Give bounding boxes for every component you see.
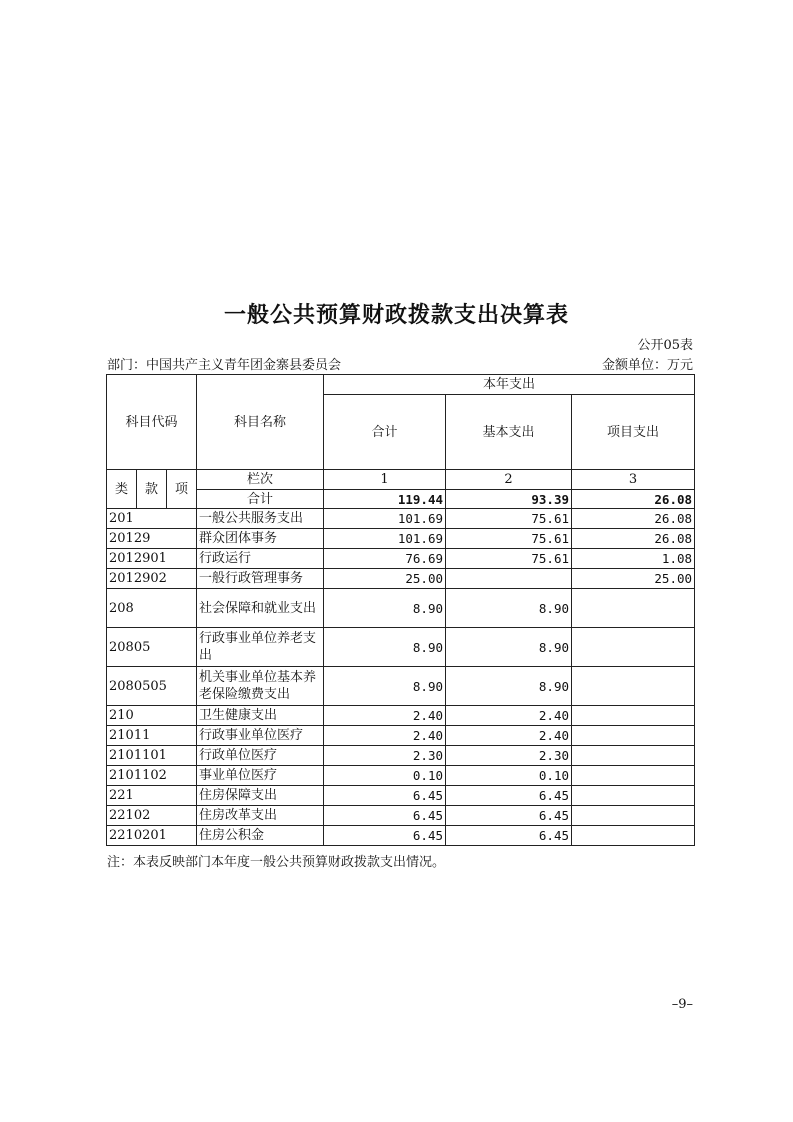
row-basic: 2.40 bbox=[446, 706, 572, 726]
row-name: 群众团体事务 bbox=[197, 529, 324, 549]
header-column-order: 栏次 bbox=[197, 470, 324, 490]
row-code: 20805 bbox=[107, 628, 197, 667]
row-basic: 8.90 bbox=[446, 589, 572, 628]
row-total: 8.90 bbox=[324, 628, 446, 667]
row-code: 21011 bbox=[107, 726, 197, 746]
row-name: 住房改革支出 bbox=[197, 806, 324, 826]
row-code: 208 bbox=[107, 589, 197, 628]
table-row bbox=[107, 589, 695, 628]
table-row bbox=[107, 706, 695, 726]
row-basic: 75.61 bbox=[446, 549, 572, 569]
table-row bbox=[107, 667, 695, 706]
row-code: 2210201 bbox=[107, 826, 197, 846]
row-basic: 2.40 bbox=[446, 726, 572, 746]
header-lei: 类 bbox=[107, 470, 137, 509]
row-code: 2080505 bbox=[107, 667, 197, 706]
table-row bbox=[107, 746, 695, 766]
row-code: 2012902 bbox=[107, 569, 197, 589]
row-code: 2101101 bbox=[107, 746, 197, 766]
total-row-label: 合计 bbox=[197, 490, 324, 509]
row-project: 25.00 bbox=[572, 569, 695, 589]
table-row bbox=[107, 549, 695, 569]
table-number: 公开05表 bbox=[637, 338, 693, 353]
row-name: 住房公积金 bbox=[197, 826, 324, 846]
header-kuan: 款 bbox=[137, 470, 167, 509]
table-row bbox=[107, 569, 695, 589]
row-basic: 6.45 bbox=[446, 806, 572, 826]
col-index-1: 1 bbox=[324, 470, 446, 490]
row-code: 22102 bbox=[107, 806, 197, 826]
row-basic: 8.90 bbox=[446, 628, 572, 667]
row-basic: 2.30 bbox=[446, 746, 572, 766]
row-name: 社会保障和就业支出 bbox=[197, 589, 324, 628]
row-project bbox=[572, 628, 695, 667]
row-basic: 75.61 bbox=[446, 529, 572, 549]
row-total: 6.45 bbox=[324, 806, 446, 826]
department-label: 部门：中国共产主义青年团金寨县委员会 bbox=[107, 358, 342, 373]
row-name: 行政运行 bbox=[197, 549, 324, 569]
page-number: –9– bbox=[671, 997, 693, 1012]
budget-table bbox=[106, 374, 695, 846]
row-name: 行政单位医疗 bbox=[197, 746, 324, 766]
row-total: 0.10 bbox=[324, 766, 446, 786]
row-total: 101.69 bbox=[324, 509, 446, 529]
table-note: 注：本表反映部门本年度一般公共预算财政拨款支出情况。 bbox=[107, 855, 446, 870]
row-name: 一般公共服务支出 bbox=[197, 509, 324, 529]
header-xiang: 项 bbox=[167, 470, 197, 509]
row-name: 行政事业单位医疗 bbox=[197, 726, 324, 746]
table-row bbox=[107, 726, 695, 746]
row-total: 2.40 bbox=[324, 706, 446, 726]
row-total: 8.90 bbox=[324, 667, 446, 706]
header-total: 合计 bbox=[324, 395, 446, 470]
table-row bbox=[107, 806, 695, 826]
row-name: 住房保障支出 bbox=[197, 786, 324, 806]
row-name: 行政事业单位养老支出 bbox=[197, 628, 324, 667]
row-total: 25.00 bbox=[324, 569, 446, 589]
row-total: 2.40 bbox=[324, 726, 446, 746]
row-total: 101.69 bbox=[324, 529, 446, 549]
row-project: 1.08 bbox=[572, 549, 695, 569]
row-project bbox=[572, 726, 695, 746]
row-project bbox=[572, 746, 695, 766]
amount-unit-label: 金额单位：万元 bbox=[601, 358, 693, 373]
row-project bbox=[572, 589, 695, 628]
col-index-2: 2 bbox=[446, 470, 572, 490]
row-project: 26.08 bbox=[572, 529, 695, 549]
header-subject-code: 科目代码 bbox=[107, 375, 197, 470]
row-project bbox=[572, 826, 695, 846]
row-basic: 6.45 bbox=[446, 786, 572, 806]
table-row bbox=[107, 826, 695, 846]
total-row-basic: 93.39 bbox=[446, 490, 572, 509]
header-current-year: 本年支出 bbox=[324, 375, 695, 395]
row-project bbox=[572, 786, 695, 806]
row-basic bbox=[446, 569, 572, 589]
row-code: 20129 bbox=[107, 529, 197, 549]
table-row bbox=[107, 529, 695, 549]
header-subject-name: 科目名称 bbox=[197, 375, 324, 470]
header-basic: 基本支出 bbox=[446, 395, 572, 470]
row-name: 机关事业单位基本养老保险缴费支出 bbox=[197, 667, 324, 706]
total-row-total: 119.44 bbox=[324, 490, 446, 509]
header-project: 项目支出 bbox=[572, 395, 695, 470]
table-row bbox=[107, 766, 695, 786]
row-project: 26.08 bbox=[572, 509, 695, 529]
row-total: 6.45 bbox=[324, 826, 446, 846]
row-project bbox=[572, 706, 695, 726]
col-index-3: 3 bbox=[572, 470, 695, 490]
row-basic: 75.61 bbox=[446, 509, 572, 529]
row-name: 卫生健康支出 bbox=[197, 706, 324, 726]
row-code: 201 bbox=[107, 509, 197, 529]
row-code: 2012901 bbox=[107, 549, 197, 569]
row-project bbox=[572, 766, 695, 786]
row-total: 2.30 bbox=[324, 746, 446, 766]
row-basic: 0.10 bbox=[446, 766, 572, 786]
row-total: 8.90 bbox=[324, 589, 446, 628]
row-name: 一般行政管理事务 bbox=[197, 569, 324, 589]
row-total: 76.69 bbox=[324, 549, 446, 569]
row-name: 事业单位医疗 bbox=[197, 766, 324, 786]
row-total: 6.45 bbox=[324, 786, 446, 806]
page-title: 一般公共预算财政拨款支出决算表 bbox=[223, 302, 569, 328]
row-basic: 6.45 bbox=[446, 826, 572, 846]
row-project bbox=[572, 806, 695, 826]
row-project bbox=[572, 667, 695, 706]
total-row-project: 26.08 bbox=[572, 490, 695, 509]
table-row bbox=[107, 786, 695, 806]
row-code: 221 bbox=[107, 786, 197, 806]
row-code: 210 bbox=[107, 706, 197, 726]
table-row bbox=[107, 509, 695, 529]
row-code: 2101102 bbox=[107, 766, 197, 786]
row-basic: 8.90 bbox=[446, 667, 572, 706]
table-row bbox=[107, 628, 695, 667]
